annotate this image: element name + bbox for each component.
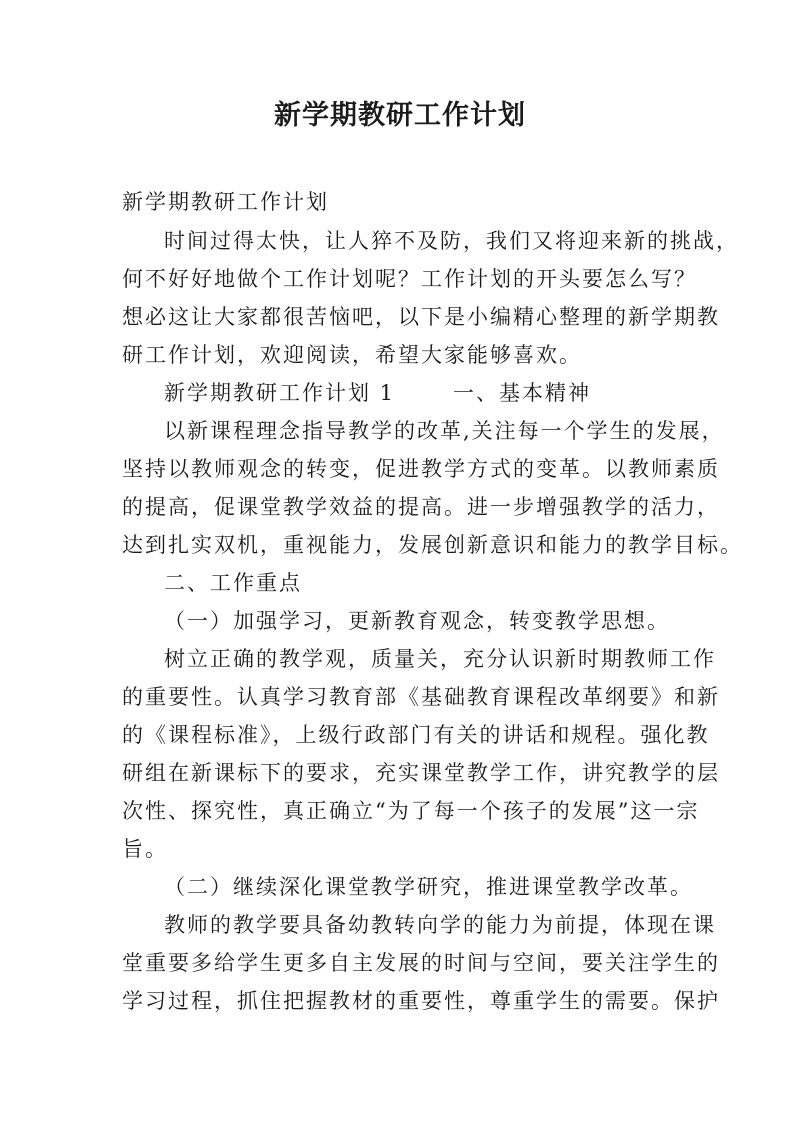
- sub2-heading: （二）继续深化课堂教学研究，推进课堂教学改革。: [164, 875, 693, 899]
- sub1-line-2: 的重要性。认真学习教育部《基础教育课程改革纲要》和新: [122, 685, 720, 709]
- intro-line-4: 研工作计划，欢迎阅读，希望大家能够喜欢。: [122, 343, 582, 367]
- sub1-line-4: 研组在新课标下的要求，充实课堂教学工作，讲究教学的层: [122, 761, 720, 785]
- section2-heading: 二、工作重点: [164, 571, 302, 595]
- intro-line-1: 时间过得太快，让人猝不及防，我们又将迎来新的挑战，: [164, 229, 739, 253]
- sub2-line-2: 堂重要多给学生更多自主发展的时间与空间，要关注学生的: [122, 951, 720, 975]
- section1-line-1: 以新课程理念指导教学的改革,关注每一个学生的发展，: [164, 419, 725, 443]
- intro-line-2: 何不好好地做个工作计划呢？工作计划的开头要怎么写？: [122, 267, 697, 291]
- sub1-line-5: 次性、探究性，真正确立“为了每一个孩子的发展”这一宗: [122, 799, 700, 823]
- sub2-line-3: 学习过程，抓住把握教材的重要性，尊重学生的需要。保护: [122, 989, 720, 1013]
- sub1-line-6: 旨。: [122, 837, 168, 861]
- section1-line-4: 达到扎实双机，重视能力，发展创新意识和能力的教学目标。: [122, 533, 743, 557]
- section1-line-2: 坚持以教师观念的转变，促进教学方式的变革。以教师素质: [122, 457, 720, 481]
- intro-line-3: 想必这让大家都很苦恼吧，以下是小编精心整理的新学期教: [122, 305, 720, 329]
- plan-heading: 新学期教研工作计划 1: [164, 381, 396, 405]
- document-subtitle: 新学期教研工作计划: [122, 190, 329, 214]
- document-title: 新学期教研工作计划: [274, 100, 526, 131]
- sub1-line-1: 树立正确的教学观，质量关，充分认识新时期教师工作: [164, 647, 716, 671]
- section1-heading: 一、基本精神: [453, 381, 592, 405]
- sub2-line-1: 教师的教学要具备幼教转向学的能力为前提，体现在课: [164, 913, 716, 937]
- sub1-line-3: 的《课程标准》，上级行政部门有关的讲话和规程。强化教: [122, 723, 710, 747]
- section1-line-3: 的提高，促课堂教学效益的提高。进一步增强教学的活力，: [122, 495, 720, 519]
- sub1-heading: （一）加强学习，更新教育观念，转变教学思想。: [164, 609, 670, 633]
- plan-heading-line: [164, 376, 591, 410]
